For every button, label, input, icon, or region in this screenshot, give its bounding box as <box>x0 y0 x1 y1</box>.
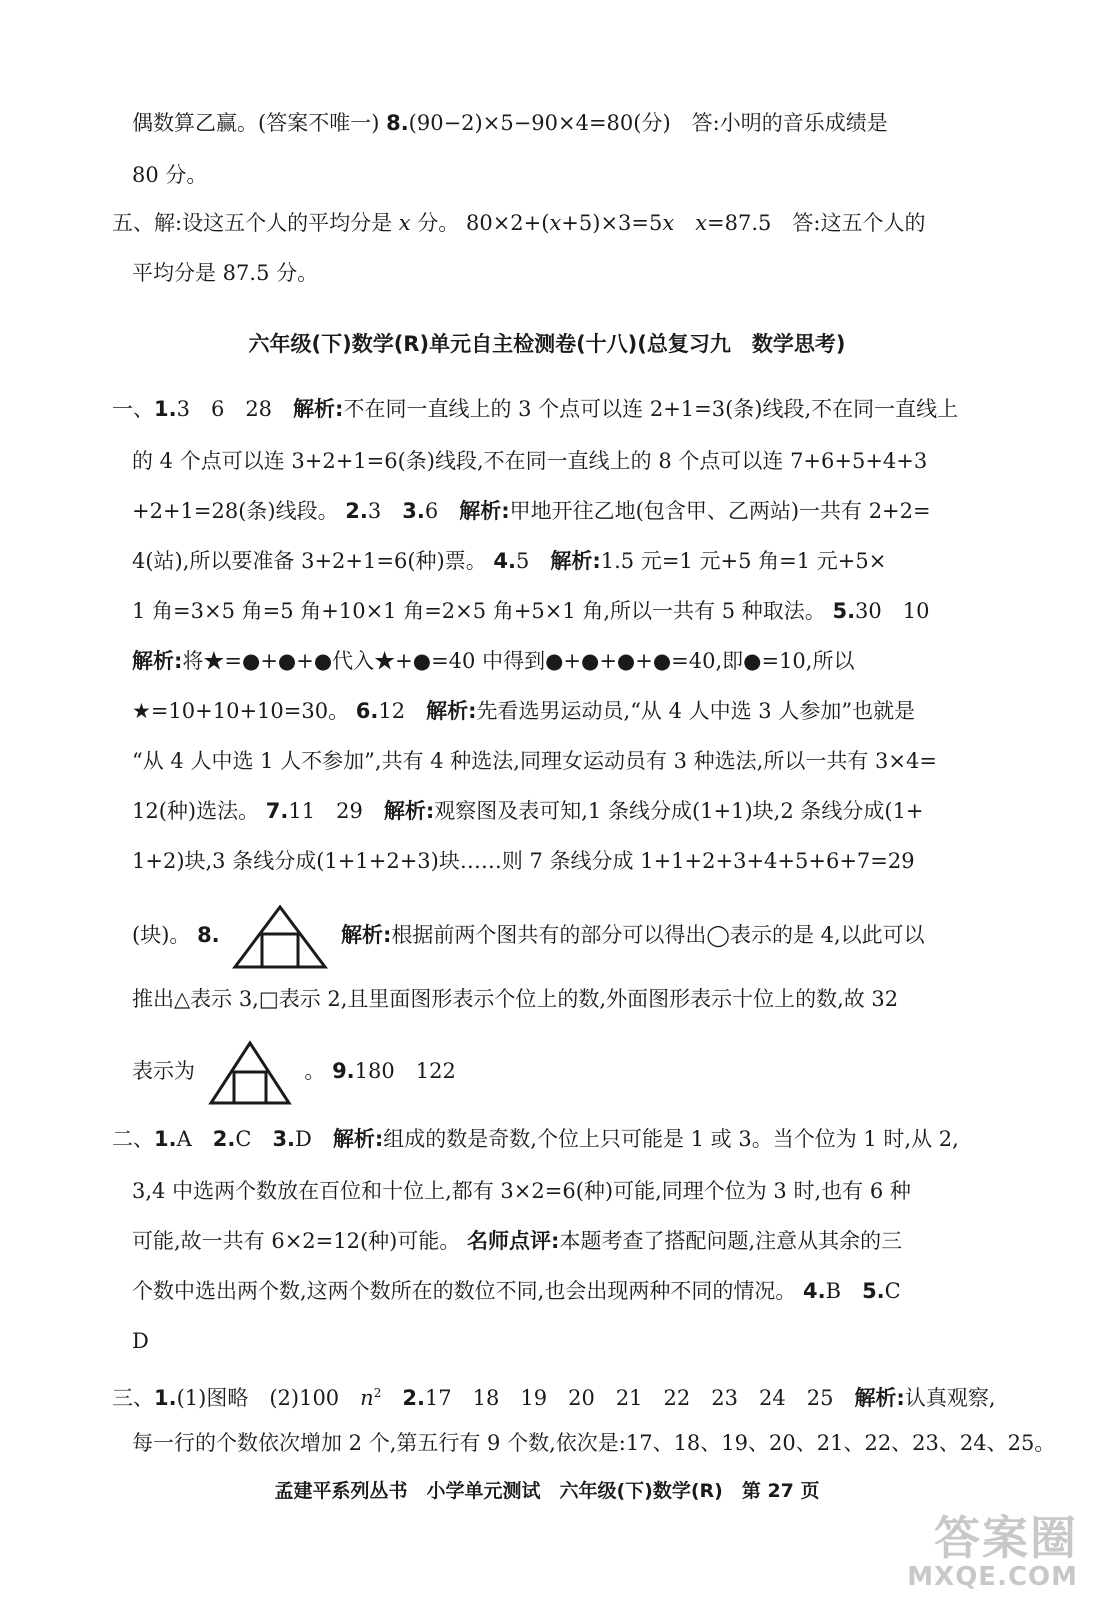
answer-line: 每一行的个数依次增加 2 个,第五行有 9 个数,依次是:17、18、19、20、21、22、23、24、25。 <box>132 1431 1056 1455</box>
answer-line: (块)。 8. 解析:根据前两个图共有的部分可以得出◯表示的是 4,以此可以 <box>132 900 925 970</box>
answer-line: 1 角=3×5 角=5 角+10×1 角=2×5 角+5×1 角,所以一共有 5 种取法。 5.30 10 <box>132 599 930 623</box>
answer-line: 解析:将★=●+●+●代入★+●=40 中得到●+●+●+●=40,即●=10,所以 <box>132 649 855 673</box>
answer-line: 五、解:设这五个人的平均分是 x 分。 80×2+(x+5)×3=5x x=87.5 答:这五个人的 <box>112 211 926 235</box>
answer-line: 3,4 中选两个数放在百位和十位上,都有 3×2=6(种)可能,同理个位为 3 时,也有 6 种 <box>132 1179 911 1203</box>
answer-line: 推出△表示 3,□表示 2,且里面图形表示个位上的数,外面图形表示十位上的数,故 32 <box>132 987 899 1011</box>
triangle-square-figure <box>232 904 328 970</box>
page-footer: 孟建平系列丛书 小学单元测试 六年级(下)数学(R) 第 27 页 <box>274 1480 820 1502</box>
answer-line: 平均分是 87.5 分。 <box>132 261 319 285</box>
answer-line: 偶数算乙赢。(答案不唯一) 8.(90−2)×5−90×4=80(分) 答:小明的音乐成绩是 <box>132 111 888 135</box>
answer-line: 个数中选出两个数,这两个数所在的数位不同,也会出现两种不同的情况。 4.B 5.C <box>132 1279 901 1303</box>
answer-line: 二、1.A 2.C 3.D 解析:组成的数是奇数,个位上只可能是 1 或 3。当个位为 1 时,从 2, <box>112 1127 959 1151</box>
watermark-text: 答案圈 <box>934 1511 1078 1565</box>
answer-line: 表示为 。 9.180 122 <box>132 1036 456 1106</box>
answer-line: +2+1=28(条)线段。 2.3 3.6 解析:甲地开往乙地(包含甲、乙两站)一共有 2+2= <box>132 499 931 523</box>
triangle-square-figure <box>208 1040 292 1106</box>
answer-line: 可能,故一共有 6×2=12(种)可能。 名师点评:本题考查了搭配问题,注意从其余的三 <box>132 1229 903 1253</box>
answer-line: 12(种)选法。 7.11 29 解析:观察图及表可知,1 条线分成(1+1)块,2 条线分成(1+ <box>132 799 924 823</box>
answer-line: “从 4 人中选 1 人不参加”,共有 4 种选法,同理女运动员有 3 种选法,所以一共有 3×4= <box>132 749 937 773</box>
answer-line: ★=10+10+10=30。 6.12 解析:先看选男运动员,“从 4 人中选 3 人参加”也就是 <box>132 699 916 723</box>
answer-line: 1+2)块,3 条线分成(1+1+2+3)块……则 7 条线分成 1+1+2+3+4+5+6+7=29 <box>132 849 915 873</box>
watermark-url: MXQE.COM <box>907 1562 1078 1592</box>
question-number: 8. <box>386 111 409 135</box>
answer-line: 三、1.(1)图略 (2)100 $n^2$ 2.17 18 19 20 21 22 23 24 25 解析:认真观察, <box>112 1386 996 1410</box>
watermark <box>907 1511 1078 1592</box>
answer-line: 4(站),所以要准备 3+2+1=6(种)票。 4.5 解析:1.5 元=1 元+5 角=1 元+5× <box>132 549 887 573</box>
answer-line: 一、1.3 6 28 解析:不在同一直线上的 3 个点可以连 2+1=3(条)线段,不在同一直线上 <box>112 397 959 421</box>
answer-line: 80 分。 <box>132 163 208 187</box>
answer-line: D <box>132 1329 149 1353</box>
section-title: 六年级(下)数学(R)单元自主检测卷(十八)(总复习九 数学思考) <box>248 332 846 356</box>
answer-line: 的 4 个点可以连 3+2+1=6(条)线段,不在同一直线上的 8 个点可以连 7+6+5+4+3 <box>132 449 928 473</box>
